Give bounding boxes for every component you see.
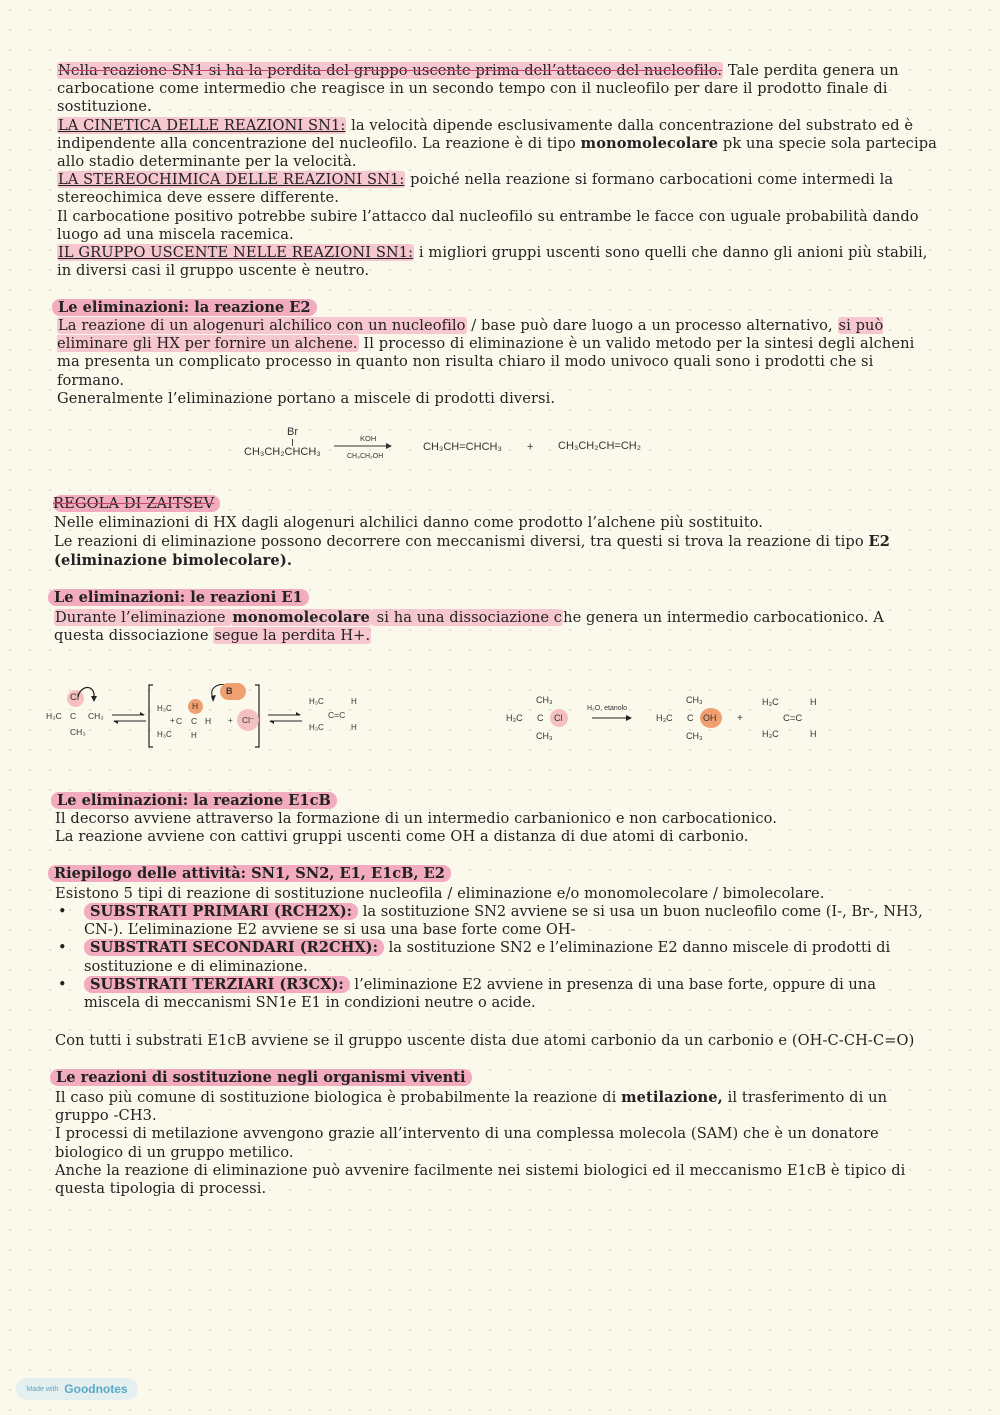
alkene-h3c-top: H₃C <box>309 697 324 706</box>
isobutene-h3c-top: H₃C <box>762 697 779 707</box>
sn1-gruppo-text: i migliori gruppi uscenti sono quelli che danno gli anioni più stabili, in diversi casi il gruppo uscente è neutro. <box>57 244 928 280</box>
e1cb-title-text: Le eliminazioni: la reazione E1cB <box>51 792 337 809</box>
cl-anion: Cl⁻ <box>242 715 255 725</box>
intermediate-h-top: H <box>192 701 199 711</box>
tbucl-ch3-top: CH₃ <box>536 695 553 705</box>
tbuoh-ch3-top: CH₃ <box>686 695 703 705</box>
e1cb-text-1: Il decorso avviene attraverso la formazione di un intermedio carbanionico e non carbocationico. <box>55 810 777 827</box>
bio-text-3: Anche la reazione di eliminazione può avvenire facilmente nei sistemi biologici ed il meccanismo E1cB è tipico di questa tipologia di processi. <box>55 1161 906 1198</box>
list-item <box>56 939 931 975</box>
zaitsev-title-text: REGOLA DI ZAITSEV <box>53 495 220 512</box>
riepilogo-title <box>48 865 451 883</box>
reagent-koh: KOH <box>360 434 377 443</box>
substrate-ch3-bottom: CH₃ <box>70 727 86 737</box>
sn1-stereo-heading: LA STEREOCHIMICA DELLE REAZIONI SN1: <box>58 171 405 189</box>
intermediate-c1: C <box>176 716 183 726</box>
e1-text-rest: he genera un intermedio carbocationico. A questa dissociazione <box>54 609 884 645</box>
tbucl-cl: Cl <box>554 713 563 723</box>
badge-brand: Goodnotes <box>64 1382 128 1396</box>
e2-text-rest: Il processo di eliminazione è un valido metodo per la sintesi degli alcheni ma presenta un complicato processo in quanto non risulta chiaro il modo univoco quali sono i prodotti che si formano. <box>57 335 915 389</box>
hydrolysis-reagent: H₂O, etanolo <box>587 705 628 712</box>
e2-highlight-1: La reazione di un alogenuri alchilico con un nucleofilo <box>58 317 466 334</box>
e1-paragraph <box>54 609 934 645</box>
bromine-label: Br <box>287 426 298 438</box>
carbocation-charge: + <box>170 716 175 725</box>
isobutene-h-top: H <box>810 697 817 707</box>
list-item <box>56 903 931 939</box>
riepilogo-closing: Con tutti i substrati E1cB avviene se il gruppo uscente dista due atomi carbonio da un carbonio e (OH-C-CH-C=O) <box>55 1032 915 1049</box>
isobutene-double-bond: C=C <box>783 713 803 724</box>
cl-label: Cl <box>70 692 79 703</box>
reactant-formula: CH₃CH₂CHCH₃ <box>244 446 321 458</box>
sn1-intro-highlight: Nella reazione SN1 si ha la perdita del gruppo uscente prima dell’attacco del nucleofilo. <box>58 62 723 79</box>
plus-sign: + <box>527 441 534 453</box>
list-item-heading: SUBSTRATI TERZIARI (R3CX): <box>84 976 350 993</box>
zaitsev-title <box>53 495 220 513</box>
reagent-ethanol: CH₃CH₂OH <box>347 453 384 460</box>
intermediate-c2: C <box>191 716 198 726</box>
tbuoh-h3c: H₃C <box>656 713 673 723</box>
product-1-butene: CH₃CH₂CH=CH₂ <box>558 440 641 452</box>
sn1-cinetica-bold: monomolecolare <box>580 134 719 152</box>
bromine-bond <box>292 439 293 446</box>
goodnotes-badge <box>16 1378 138 1400</box>
isobutene-h-bottom: H <box>810 729 817 739</box>
tbucl-c: C <box>537 713 544 723</box>
e2-text-mid: / base può dare luogo a un processo alternativo, <box>466 317 838 334</box>
e1cb-text-2: La reazione avviene con cattivi gruppi uscenti come OH a distanza di due atomi di carbonio. <box>55 828 749 846</box>
e1-highlight-3: segue la perdita H+. <box>214 627 371 645</box>
sn1-cinetica-text: la velocità dipende esclusivamente dalla concentrazione del substrato ed è indipendente alla concentrazione del nucleofilo. La reazione è di tipo <box>57 116 914 152</box>
alkene-double-bond: C=C <box>328 710 346 720</box>
e1cb-title <box>51 792 337 810</box>
e1-highlight-2: si ha una dissociazione c <box>371 609 563 626</box>
equilibrium-arrow-icon <box>112 711 146 725</box>
list-item-text: la sostituzione SN2 avviene se si usa un buon nucleofilo come (I-, Br-, NH3, CN-). L’eliminazione E2 avviene se si usa una base forte come OH- <box>84 903 923 939</box>
tbucl-ch3-bottom: CH₃ <box>536 731 553 741</box>
tbuoh-c: C <box>687 713 694 723</box>
sn1-paragraph <box>57 62 937 280</box>
e2-title-text: Le eliminazioni: la reazione E2 <box>52 299 317 316</box>
base-b: B <box>226 686 233 696</box>
zaitsev-e2-bold: E2 (eliminazione bimolecolare). <box>54 533 890 569</box>
bio-text-1-end: il trasferimento di un gruppo -CH3. <box>55 1089 888 1125</box>
leaving-arrow-icon <box>62 683 102 711</box>
badge-made-with: Made with <box>26 1385 59 1393</box>
sn1-cinetica-text-end: pk una specie sola partecipa allo stadio determinante per la velocità. <box>57 134 937 171</box>
bio-bold: metilazione, <box>621 1089 723 1106</box>
e2-paragraph <box>57 317 937 408</box>
intermediate-plus: + <box>228 716 233 725</box>
zaitsev-text-1: Nelle eliminazioni di HX dagli alogenuri alchilici danno come prodotto l’alchene più sostituito. <box>54 514 764 531</box>
e1cb-paragraph <box>55 810 935 846</box>
intermediate-h3c-bottom: H₃C <box>157 730 172 739</box>
e1-title-text: Le eliminazioni: le reazioni E1 <box>48 589 309 606</box>
tbuoh-ch3-bottom: CH₃ <box>686 731 703 741</box>
intermediate-h3c-top: H₃C <box>157 704 172 713</box>
substrate-c: C <box>70 711 77 721</box>
bio-paragraph <box>55 1089 935 1198</box>
riepilogo-intro: Esistono 5 tipi di reazione di sostituzione nucleofila / eliminazione e/o monomolecolare / bimolecolare. <box>55 885 825 902</box>
riepilogo-title-text: Riepilogo delle attività: SN1, SN2, E1, E1cB, E2 <box>48 865 451 882</box>
product-2-butene: CH₃CH=CHCH₃ <box>423 441 502 453</box>
list-item-heading: SUBSTRATI PRIMARI (RCH2X): <box>84 903 358 920</box>
substrates-list <box>56 903 931 1012</box>
list-item-text: l’eliminazione E2 avviene in presenza di una base forte, oppure di una miscela di meccanismi SN1e E1 in condizioni neutre o acide. <box>84 975 876 1012</box>
alkene-h3c-bottom: H₃C <box>309 723 324 732</box>
bio-text-1: Il caso più comune di sostituzione biologica è probabilmente la reazione di <box>55 1089 622 1106</box>
e2-title <box>52 299 317 317</box>
bio-title <box>50 1069 472 1087</box>
list-item-heading: SUBSTRATI SECONDARI (R2CHX): <box>84 939 384 956</box>
sn1-cinetica-heading: LA CINETICA DELLE REAZIONI SN1: <box>58 116 346 134</box>
tbuoh-oh: OH <box>703 713 717 723</box>
intermediate-h-bottom: H <box>191 731 197 740</box>
base-highlight <box>220 683 246 700</box>
reaction-arrow-2 <box>592 713 632 723</box>
bio-title-text: Le reazioni di sostituzione negli organismi viventi <box>50 1069 472 1086</box>
zaitsev-paragraph <box>54 513 934 570</box>
alkene-h-bottom: H <box>351 723 357 732</box>
e1-bold: monomolecolare <box>232 609 370 626</box>
sn1-stereo-text: poiché nella reazione si formano carbocationi come intermedi la stereochimica deve essere differente. <box>57 171 894 207</box>
tbucl-h3c: H₃C <box>506 713 523 723</box>
reaction-arrow <box>334 441 392 451</box>
isobutene-h3c-bottom: H₃C <box>762 729 779 739</box>
zaitsev-text-2: Le reazioni di eliminazione possono decorrere con meccanismi diversi, tra questi si trova la reazione di tipo <box>54 533 869 550</box>
e1-title <box>48 589 309 607</box>
sn1-intro-text: Tale perdita genera un carbocatione come intermedio che reagisce in un secondo tempo con il nucleofilo per dare il prodotto finale di sostituzione. <box>57 62 899 116</box>
list-item <box>56 976 931 1012</box>
intermediate-h-right: H <box>205 716 212 726</box>
e2-highlight-2: si può eliminare gli HX per fornire un alchene. <box>57 317 884 353</box>
list-item-text: la sostituzione SN2 e l’eliminazione E2 danno miscele di prodotti di sostituzione e di eliminazione. <box>84 939 891 975</box>
e2-text-2: Generalmente l’eliminazione portano a miscele di prodotti diversi. <box>57 389 556 407</box>
substrate-ch3-right: CH₃ <box>88 711 104 721</box>
sn1-gruppo-heading: IL GRUPPO USCENTE NELLE REAZIONI SN1: <box>58 244 414 262</box>
alkene-h-top: H <box>351 697 357 706</box>
equilibrium-arrow-2-icon <box>268 711 302 725</box>
substrate-h3c: H₃C <box>46 711 62 721</box>
plus-sign-2: + <box>737 713 743 724</box>
sn1-stereo-text-2: Il carbocatione positivo potrebbe subire l’attacco dal nucleofilo su entrambe le facce con uguale probabilità dando luogo ad una miscela racemica. <box>57 207 919 243</box>
e1-highlight-1: Durante l’eliminazione <box>55 609 231 626</box>
bio-text-2: I processi di metilazione avvengono grazie all’intervento di una complessa molecola (SAM) che è un donatore biologico di un gruppo metilico. <box>55 1125 879 1161</box>
